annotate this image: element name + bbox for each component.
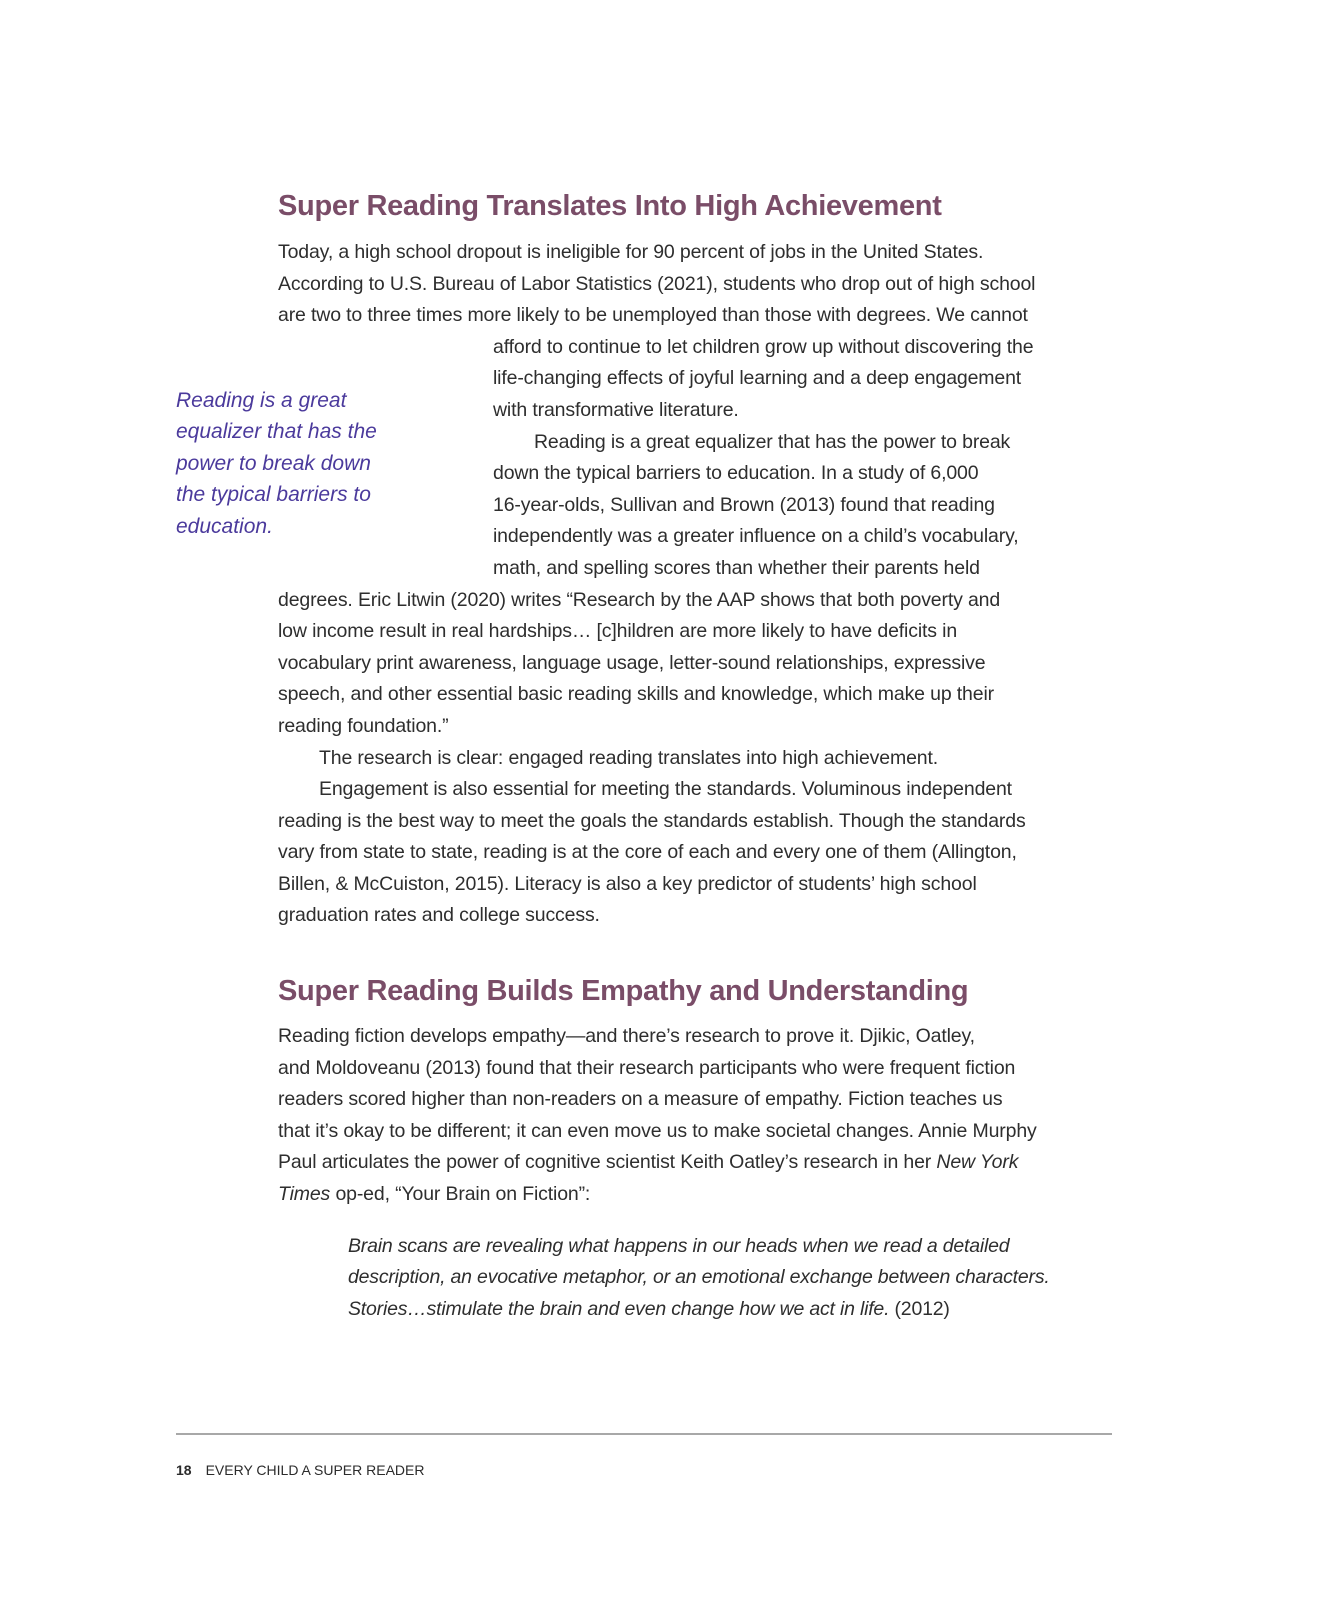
body-line: Reading is a great equalizer that has the power to break [534, 431, 1011, 453]
body-line: 16-year-olds, Sullivan and Brown (2013) found that reading [493, 494, 995, 516]
section-heading-achievement: Super Reading Translates Into High Achievement [278, 190, 942, 222]
body-line: with transformative literature. [493, 399, 739, 421]
body-line: Engagement is also essential for meeting the standards. Voluminous independent [319, 778, 1012, 800]
body-line: readers scored higher than non-readers on a measure of empathy. Fiction teaches us [278, 1088, 1003, 1110]
quote-line: description, an evocative metaphor, or an emotional exchange between characters. [348, 1266, 1050, 1288]
body-line: According to U.S. Bureau of Labor Statistics (2021), students who drop out of high school [278, 273, 1036, 295]
section-heading-empathy: Super Reading Builds Empathy and Understanding [278, 975, 969, 1007]
body-line: independently was a greater influence on a child’s vocabulary, [493, 525, 1019, 547]
body-line [278, 1151, 1018, 1174]
quote-citation: (2012) [889, 1298, 950, 1320]
body-line: reading foundation.” [278, 715, 449, 737]
body-line: life-changing effects of joyful learning and a deep engagement [493, 367, 1022, 389]
pull-quote-line: equalizer that has the [176, 420, 377, 443]
pull-quote-line: the typical barriers to [176, 483, 371, 506]
body-line [278, 1183, 590, 1206]
body-line: Today, a high school dropout is ineligible for 90 percent of jobs in the United States. [278, 241, 984, 263]
body-text: Paul articulates the power of cognitive scientist Keith Oatley’s research in her [278, 1151, 937, 1173]
body-line: afford to continue to let children grow up without discovering the [493, 336, 1034, 358]
running-title: EVERY CHILD A SUPER READER [205, 1462, 425, 1478]
quote-text: Stories…stimulate the brain and even change how we act in life. [348, 1298, 890, 1320]
publication-title: New York [936, 1151, 1019, 1173]
body-line: Reading fiction develops empathy—and there’s research to prove it. Djikic, Oatley, [278, 1025, 975, 1047]
body-line: vary from state to state, reading is at the core of each and every one of them (Allington, [278, 841, 1017, 863]
page-footer [176, 1462, 424, 1478]
page-number: 18 [176, 1462, 192, 1478]
quote-line [348, 1298, 950, 1321]
pull-quote-line: Reading is a great [176, 389, 347, 412]
body-line: vocabulary print awareness, language usage, letter-sound relationships, expressive [278, 652, 986, 674]
body-line: are two to three times more likely to be unemployed than those with degrees. We cannot [278, 304, 1028, 326]
body-line: down the typical barriers to education. In a study of 6,000 [493, 462, 979, 484]
body-line: The research is clear: engaged reading translates into high achievement. [319, 747, 938, 769]
publication-title: Times [278, 1183, 331, 1205]
body-text: op-ed, “Your Brain on Fiction”: [330, 1183, 591, 1205]
pull-quote-line: education. [176, 515, 273, 538]
pull-quote-line: power to break down [176, 452, 371, 475]
body-line: math, and spelling scores than whether their parents held [493, 557, 980, 579]
body-line: and Moldoveanu (2013) found that their research participants who were frequent fiction [278, 1057, 1016, 1079]
body-line: that it’s okay to be different; it can even move us to make societal changes. Annie Murphy [278, 1120, 1037, 1142]
quote-line: Brain scans are revealing what happens in our heads when we read a detailed [348, 1235, 1010, 1257]
body-line: degrees. Eric Litwin (2020) writes “Research by the AAP shows that both poverty and [278, 589, 1001, 611]
body-line: reading is the best way to meet the goals the standards establish. Though the standards [278, 810, 1026, 832]
body-line: speech, and other essential basic reading skills and knowledge, which make up their [278, 683, 994, 705]
footer-divider [176, 1433, 1112, 1435]
body-line: Billen, & McCuiston, 2015). Literacy is also a key predictor of students’ high school [278, 873, 977, 895]
body-line: low income result in real hardships… [c]hildren are more likely to have deficits in [278, 620, 958, 642]
body-line: graduation rates and college success. [278, 904, 600, 926]
